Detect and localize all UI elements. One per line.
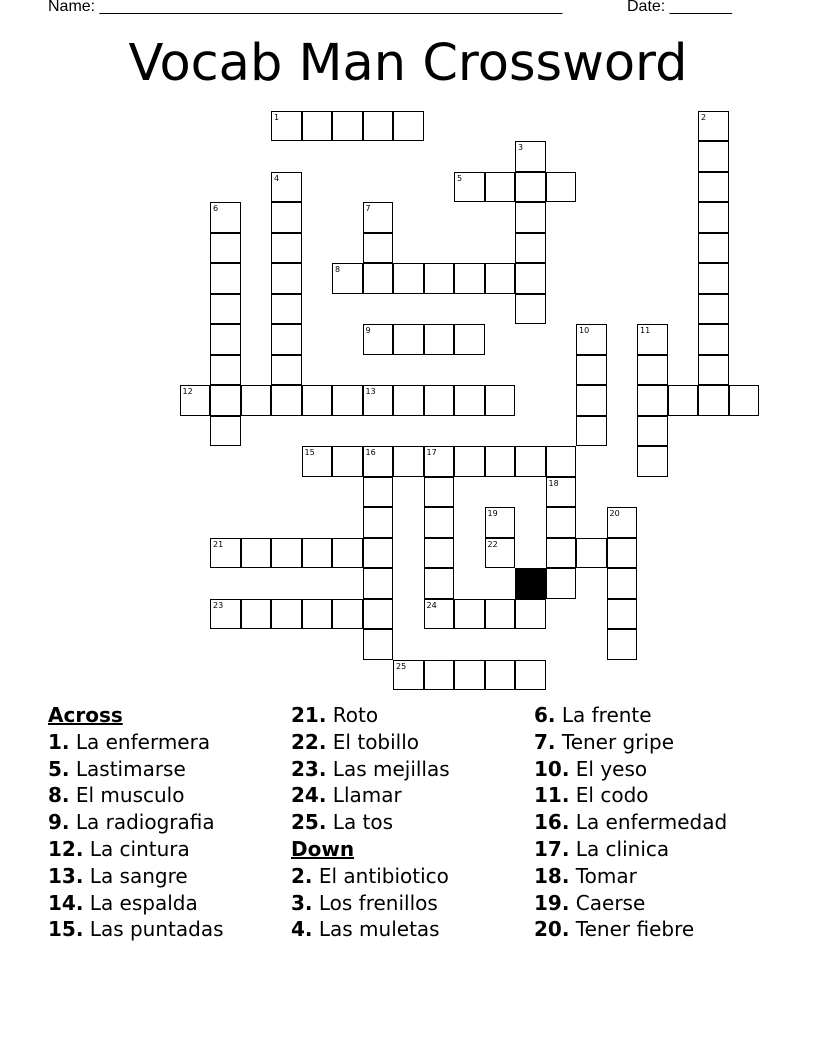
grid-cell[interactable] (485, 507, 516, 538)
clue-item (534, 863, 727, 890)
grid-cell[interactable] (210, 599, 241, 630)
clue-item (534, 702, 727, 729)
grid-cell[interactable] (393, 446, 424, 477)
clue-item-text: Las puntadas (89, 917, 224, 942)
grid-cell[interactable] (698, 324, 729, 355)
grid-cell[interactable] (363, 507, 394, 538)
page-title: Vocab Man Crossword (128, 34, 688, 93)
grid-cell[interactable] (515, 599, 546, 630)
grid-cell[interactable] (424, 324, 455, 355)
clue-item-number: 16. (534, 810, 570, 835)
clue-item-number: 24. (291, 783, 327, 808)
clue-item (48, 890, 224, 917)
grid-cell[interactable] (210, 263, 241, 294)
grid-cell[interactable] (515, 172, 546, 203)
grid-cell[interactable] (332, 111, 363, 142)
clue-item-number: 8. (48, 783, 70, 808)
grid-cell[interactable] (363, 233, 394, 264)
grid-cell[interactable] (393, 263, 424, 294)
grid-cell[interactable] (302, 538, 333, 569)
grid-cell[interactable] (210, 324, 241, 355)
clue-item-number: 23. (291, 756, 327, 781)
clue-item-number: 4. (291, 917, 313, 942)
clue-item-text: El tobillo (332, 729, 420, 754)
clue-number: 1 (274, 112, 280, 122)
grid-cell[interactable] (698, 172, 729, 203)
grid-cell[interactable] (363, 477, 394, 508)
clue-item-text: El yeso (575, 756, 648, 781)
grid-cell[interactable] (363, 202, 394, 233)
grid-cell[interactable] (271, 202, 302, 233)
grid-cell[interactable] (576, 538, 607, 569)
grid-cell[interactable] (485, 385, 516, 416)
name-field: Name: ____________________________________________________ (48, 0, 563, 15)
grid-cell[interactable] (576, 355, 607, 386)
clue-number: 4 (274, 173, 280, 183)
clue-item-text: La espalda (89, 890, 198, 915)
grid-cell[interactable] (332, 385, 363, 416)
grid-cell[interactable] (485, 263, 516, 294)
black-square (515, 568, 546, 599)
clue-item-number: 13. (48, 863, 84, 888)
grid-cell[interactable] (424, 660, 455, 691)
grid-cell[interactable] (424, 477, 455, 508)
clue-item-number: 20. (534, 917, 570, 942)
grid-cell[interactable] (546, 477, 577, 508)
clue-item (48, 809, 224, 836)
clue-item (291, 890, 450, 917)
clue-item-number: 9. (48, 810, 70, 835)
grid-cell[interactable] (332, 538, 363, 569)
clue-item (534, 890, 727, 917)
grid-cell[interactable] (332, 263, 363, 294)
grid-cell[interactable] (424, 507, 455, 538)
date-field: Date: _______ (627, 0, 732, 15)
clue-item-number: 12. (48, 836, 84, 861)
clue-item (48, 863, 224, 890)
clue-item-text: El antibiotico (318, 863, 449, 888)
grid-cell[interactable] (515, 294, 546, 325)
clue-number: 23 (213, 600, 224, 610)
grid-cell[interactable] (271, 355, 302, 386)
clue-item-number: 15. (48, 917, 84, 942)
grid-cell[interactable] (607, 507, 638, 538)
clue-item-text: Las mejillas (332, 756, 450, 781)
clue-item-text: Tener gripe (561, 729, 675, 754)
clue-item-text: El codo (575, 783, 649, 808)
grid-cell[interactable] (210, 416, 241, 447)
grid-cell[interactable] (271, 111, 302, 142)
clue-item-text: El musculo (75, 783, 185, 808)
clue-item (48, 916, 224, 943)
grid-cell[interactable] (698, 202, 729, 233)
clue-number: 2 (701, 112, 707, 122)
grid-cell[interactable] (546, 172, 577, 203)
grid-cell[interactable] (576, 416, 607, 447)
clue-number: 13 (365, 387, 376, 396)
clue-number: 3 (518, 143, 524, 152)
grid-cell[interactable] (515, 202, 546, 233)
grid-cell[interactable] (729, 385, 760, 416)
clue-item (291, 756, 450, 783)
clue-number: 21 (213, 539, 224, 549)
clue-heading: Down (291, 836, 355, 861)
grid-cell[interactable] (454, 599, 485, 630)
grid-cell[interactable] (515, 233, 546, 264)
clue-item (48, 836, 224, 863)
grid-cell[interactable] (546, 568, 577, 599)
clue-item-text: La cintura (89, 836, 190, 861)
grid-cell[interactable] (363, 629, 394, 660)
grid-cell[interactable] (241, 599, 272, 630)
grid-cell[interactable] (668, 385, 699, 416)
clue-number: 19 (487, 509, 498, 518)
clue-item-number: 18. (534, 863, 570, 888)
grid-cell[interactable] (241, 538, 272, 569)
clue-item-text: La sangre (89, 863, 188, 888)
grid-cell[interactable] (485, 172, 516, 203)
grid-cell[interactable] (393, 111, 424, 142)
clue-item-text: La enfermera (75, 729, 211, 754)
clue-column-3 (534, 702, 727, 943)
clue-item (291, 782, 450, 809)
clue-item-text: La tos (332, 810, 394, 835)
grid-cell[interactable] (454, 324, 485, 355)
clue-item-text: La frente (561, 703, 652, 727)
clue-number: 12 (182, 387, 193, 396)
clue-item (291, 729, 450, 756)
clue-item-number: 5. (48, 756, 70, 781)
clue-item (534, 916, 727, 943)
grid-cell[interactable] (485, 446, 516, 477)
clue-number: 8 (335, 265, 341, 274)
grid-cell[interactable] (485, 538, 516, 569)
clue-number: 22 (487, 539, 498, 549)
grid-cell[interactable] (363, 385, 394, 416)
grid-cell[interactable] (485, 599, 516, 630)
grid-cell[interactable] (363, 111, 394, 142)
grid-cell[interactable] (607, 568, 638, 599)
clue-item (291, 702, 450, 729)
clue-item-number: 2. (291, 863, 313, 888)
clue-item-text: Roto (332, 703, 379, 727)
grid-cell[interactable] (210, 385, 241, 416)
grid-cell[interactable] (363, 599, 394, 630)
grid-cell[interactable] (515, 141, 546, 172)
clue-item-number: 25. (291, 810, 327, 835)
clue-item (534, 729, 727, 756)
clue-item (291, 809, 450, 836)
grid-cell[interactable] (393, 385, 424, 416)
grid-cell[interactable] (546, 446, 577, 477)
grid-cell[interactable] (271, 263, 302, 294)
clue-item (48, 756, 224, 783)
grid-cell[interactable] (454, 660, 485, 691)
grid-cell[interactable] (637, 324, 668, 355)
grid-cell[interactable] (576, 324, 607, 355)
clue-item-number: 17. (534, 836, 570, 861)
clue-item (48, 782, 224, 809)
grid-cell[interactable] (180, 385, 211, 416)
clue-item-number: 6. (534, 703, 556, 727)
clue-item-number: 19. (534, 890, 570, 915)
clue-item-text: La clinica (575, 836, 670, 861)
grid-cell[interactable] (454, 172, 485, 203)
grid-cell[interactable] (363, 538, 394, 569)
grid-cell[interactable] (241, 385, 272, 416)
grid-cell[interactable] (271, 599, 302, 630)
grid-cell[interactable] (332, 599, 363, 630)
clue-number: 18 (548, 478, 559, 488)
grid-cell[interactable] (271, 385, 302, 416)
grid-cell[interactable] (637, 355, 668, 386)
clue-item-text: La enfermedad (575, 810, 728, 835)
clue-number: 20 (609, 509, 620, 518)
clue-number: 9 (365, 326, 371, 335)
grid-cell[interactable] (515, 446, 546, 477)
grid-cell[interactable] (698, 355, 729, 386)
clue-item-number: 14. (48, 890, 84, 915)
clue-item (534, 836, 727, 863)
clue-number: 16 (365, 448, 376, 457)
grid-cell[interactable] (698, 294, 729, 325)
clue-item-text: Tener fiebre (575, 917, 695, 942)
grid-cell[interactable] (302, 599, 333, 630)
clue-item-text: Los frenillos (318, 890, 438, 915)
clue-heading: Across (48, 703, 123, 727)
clue-item-number: 10. (534, 756, 570, 781)
grid-cell[interactable] (637, 416, 668, 447)
clue-item-text: Las muletas (318, 917, 440, 942)
grid-cell[interactable] (210, 202, 241, 233)
grid-cell[interactable] (576, 385, 607, 416)
grid-cell[interactable] (607, 599, 638, 630)
grid-cell[interactable] (546, 507, 577, 538)
clue-item (534, 809, 727, 836)
grid-cell[interactable] (698, 233, 729, 264)
grid-cell[interactable] (454, 263, 485, 294)
grid-cell[interactable] (210, 294, 241, 325)
grid-cell[interactable] (271, 324, 302, 355)
grid-cell[interactable] (393, 660, 424, 691)
grid-cell[interactable] (698, 111, 729, 142)
clue-item-number: 11. (534, 783, 570, 808)
clue-item (291, 863, 450, 890)
grid-cell[interactable] (302, 446, 333, 477)
clue-number: 7 (365, 204, 371, 213)
clue-item-text: Caerse (575, 890, 646, 915)
grid-cell[interactable] (454, 385, 485, 416)
grid-cell[interactable] (515, 660, 546, 691)
clue-column-1 (48, 702, 224, 943)
clue-number: 15 (304, 448, 315, 457)
clue-item (534, 782, 727, 809)
grid-cell[interactable] (607, 538, 638, 569)
clue-item-number: 3. (291, 890, 313, 915)
grid-cell[interactable] (424, 599, 455, 630)
grid-cell[interactable] (271, 233, 302, 264)
grid-cell[interactable] (332, 446, 363, 477)
grid-cell[interactable] (698, 385, 729, 416)
clue-number: 11 (640, 326, 651, 335)
grid-cell[interactable] (271, 538, 302, 569)
grid-cell[interactable] (546, 538, 577, 569)
grid-cell[interactable] (424, 446, 455, 477)
grid-cell[interactable] (698, 141, 729, 172)
clue-number: 24 (426, 600, 437, 610)
clue-column-2 (291, 702, 450, 943)
clue-number: 17 (426, 448, 437, 457)
clue-item-number: 21. (291, 703, 327, 727)
grid-cell[interactable] (271, 294, 302, 325)
clue-item-text: Lastimarse (75, 756, 186, 781)
grid-cell[interactable] (363, 446, 394, 477)
clue-number: 10 (579, 326, 590, 335)
clue-number: 5 (457, 173, 463, 183)
grid-cell[interactable] (271, 172, 302, 203)
clue-item-number: 1. (48, 729, 70, 754)
grid-cell[interactable] (424, 568, 455, 599)
grid-cell[interactable] (454, 446, 485, 477)
grid-cell[interactable] (515, 263, 546, 294)
clue-item-text: Llamar (332, 783, 402, 808)
grid-cell[interactable] (363, 568, 394, 599)
grid-cell[interactable] (424, 385, 455, 416)
grid-cell[interactable] (424, 538, 455, 569)
grid-cell[interactable] (302, 385, 333, 416)
grid-cell[interactable] (637, 385, 668, 416)
clue-item-text: Tomar (575, 863, 637, 888)
grid-cell[interactable] (210, 233, 241, 264)
grid-cell[interactable] (210, 355, 241, 386)
grid-cell[interactable] (637, 446, 668, 477)
clue-item-number: 7. (534, 729, 556, 754)
grid-cell[interactable] (607, 629, 638, 660)
grid-cell[interactable] (393, 324, 424, 355)
clue-number: 25 (396, 661, 407, 671)
grid-cell[interactable] (210, 538, 241, 569)
clue-item-text: La radiografia (75, 810, 215, 835)
clue-number: 6 (213, 204, 219, 213)
grid-cell[interactable] (424, 263, 455, 294)
grid-cell[interactable] (363, 263, 394, 294)
grid-cell[interactable] (302, 111, 333, 142)
clue-item (291, 916, 450, 943)
grid-cell[interactable] (485, 660, 516, 691)
grid-cell[interactable] (363, 324, 394, 355)
clue-item-number: 22. (291, 729, 327, 754)
clue-item (48, 729, 224, 756)
clue-item (534, 756, 727, 783)
grid-cell[interactable] (698, 263, 729, 294)
